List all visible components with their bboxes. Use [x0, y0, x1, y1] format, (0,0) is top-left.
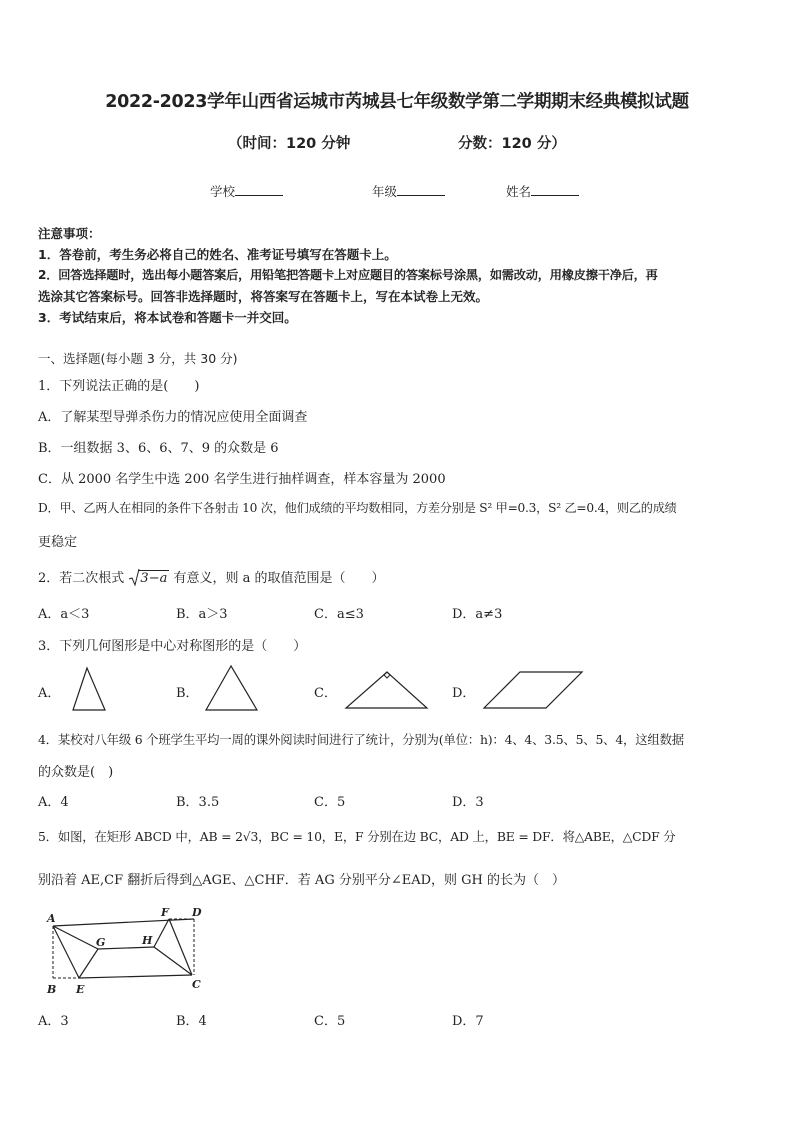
q1-stem: 1．下列说法正确的是( ) [38, 379, 200, 394]
q3-option-a[interactable]: A． [38, 686, 61, 701]
school-blank[interactable] [235, 183, 283, 196]
q5-rectangle-figure [44, 904, 214, 998]
name-field[interactable] [506, 182, 579, 200]
q4-option-b[interactable]: B．3.5 [176, 795, 220, 810]
name-label: 姓名 [506, 184, 532, 199]
q3-stem: 3．下列几何图形是中心对称图形的是（ ） [38, 639, 307, 654]
q2-option-b[interactable]: B．a＞3 [176, 607, 228, 622]
q4-line-1: 4．某校对八年级 6 个班学生平均一周的课外阅读时间进行了统计，分别为(单位：h)：4、4、3.5、5、5、4，这组数据 [38, 732, 684, 747]
exam-time: （时间：120 分钟 [228, 136, 351, 152]
q1-option-a[interactable]: A．了解某型导弹杀伤力的情况应使用全面调查 [38, 410, 308, 425]
tall-triangle-figure [70, 666, 110, 712]
name-blank[interactable] [531, 183, 579, 196]
grade-label: 年级 [372, 184, 398, 199]
notice-line-3: 选涂其它答案标号。回答非选择题时，将答案写在答题卡上，写在本试卷上无效。 [38, 289, 489, 304]
notice-heading: 注意事项： [38, 226, 101, 241]
q3-option-d[interactable]: D． [452, 686, 476, 701]
label-c: C [192, 978, 201, 991]
exam-title: 2022-2023学年山西省运城市芮城县七年级数学第二学期期末经典模拟试题 [105, 92, 689, 112]
q5-line-2: 别沿着 AE,CF 翻折后得到△AGE、△CHF．若 AG 分别平分∠EAD，则 GH 的长为（ ） [38, 873, 566, 888]
school-label: 学校 [210, 184, 236, 199]
q1-option-b[interactable]: B．一组数据 3、6、6、7、9 的众数是 6 [38, 441, 279, 456]
label-h: H [142, 934, 153, 947]
label-b: B [47, 983, 57, 996]
q2-stem [38, 567, 385, 586]
label-d: D [192, 906, 202, 919]
q4-option-c[interactable]: C．5 [314, 795, 346, 810]
grade-field[interactable] [372, 182, 445, 200]
school-field[interactable] [210, 182, 283, 200]
label-g: G [96, 936, 106, 949]
q5-option-c[interactable]: C．5 [314, 1014, 346, 1029]
q5-option-d[interactable]: D．7 [452, 1014, 484, 1029]
label-e: E [76, 983, 85, 996]
q3-option-b[interactable]: B． [176, 686, 199, 701]
q2-option-c[interactable]: C．a≤3 [314, 607, 364, 622]
q2-stem-pre: 2．若二次根式 [38, 571, 125, 586]
exam-score: 分数：120 分） [458, 136, 566, 152]
q5-line-1: 5．如图，在矩形 ABCD 中，AB = 2√3，BC = 10，E，F 分别在边 BC，AD 上，BE = DF．将△ABE，△CDF 分 [38, 829, 676, 844]
q2-option-a[interactable]: A．a＜3 [38, 607, 90, 622]
q1-option-c[interactable]: C．从 2000 名学生中选 200 名学生进行抽样调查，样本容量为 2000 [38, 472, 446, 487]
equilateral-triangle-figure [204, 664, 260, 714]
q5-option-b[interactable]: B．4 [176, 1014, 207, 1029]
radicand: 3−a [140, 571, 168, 586]
label-a: A [47, 912, 56, 925]
notice-line-1: 1．答卷前，考生务必将自己的姓名、准考证号填写在答题卡上。 [38, 247, 397, 262]
q4-line-2: 的众数是( ) [38, 765, 114, 780]
q4-option-a[interactable]: A．4 [38, 795, 69, 810]
notice-line-2: 2．回答选择题时，选出每小题答案后，用铅笔把答题卡上对应题目的答案标号涂黑，如需改动，用橡皮擦干净后，再 [38, 268, 658, 282]
q1-option-d-cont: 更稳定 [38, 535, 78, 550]
q2-stem-post: 有意义，则 a 的取值范围是（ ） [173, 571, 385, 586]
label-f: F [161, 906, 169, 919]
section-heading: 一、选择题(每小题 3 分，共 30 分) [38, 351, 238, 366]
parallelogram-figure [482, 668, 586, 712]
q3-option-c[interactable]: C． [314, 686, 337, 701]
radical [128, 571, 169, 586]
grade-blank[interactable] [397, 183, 445, 196]
right-triangle-figure [344, 668, 430, 712]
q1-option-d[interactable]: D．甲、乙两人在相同的条件下各射击 10 次，他们成绩的平均数相同，方差分别是 S² 甲=0.3，S² 乙=0.4，则乙的成绩 [38, 501, 677, 515]
q4-option-d[interactable]: D．3 [452, 795, 484, 810]
notice-line-4: 3．考试结束后，将本试卷和答题卡一并交回。 [38, 310, 297, 325]
q2-option-d[interactable]: D．a≠3 [452, 607, 503, 622]
q5-option-a[interactable]: A．3 [38, 1014, 69, 1029]
radical-sign-icon [128, 568, 140, 588]
